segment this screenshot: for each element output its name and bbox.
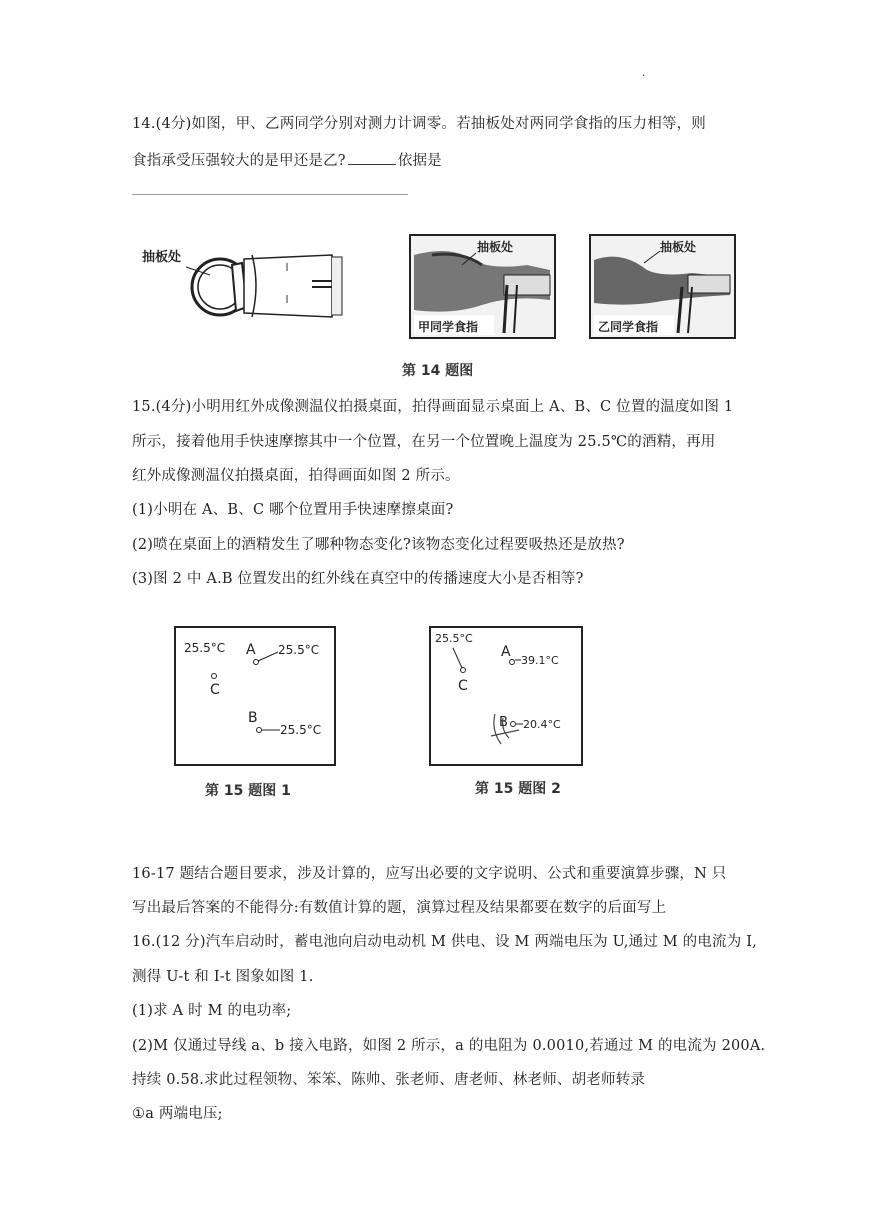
q14-line1: 14.(4分)如图，甲、乙两同学分别对测力计调零。若抽板处对两同学食指的压力相等，则 <box>132 116 706 132</box>
q14-label-mid-top: 抽板处 <box>477 240 514 254</box>
instructions-line2: 写出最后答案的不能得分:有数值计算的题，演算过程及结果都要在数字的后面写上 <box>132 900 667 916</box>
q15-line1: 15.(4分)小明用红外成像测温仪拍摄桌面，拍得画面显示桌面上 A、B、C 位置的温度如图 1 <box>132 399 734 415</box>
q14-photo-jia <box>410 235 555 338</box>
fig2-temp-b: 20.4°C <box>523 718 561 731</box>
q15-sub1: (1)小明在 A、B、C 哪个位置用手快速摩擦桌面? <box>132 502 454 518</box>
q14-label-right-top: 抽板处 <box>660 240 697 254</box>
fig2-temp-a: 39.1°C <box>521 654 559 667</box>
q14-answer-blank[interactable] <box>348 150 396 165</box>
q14-answer-line[interactable] <box>132 194 408 195</box>
q16-line2: 测得 U-t 和 I-t 图象如图 1. <box>132 969 314 985</box>
page-mark: . <box>642 68 646 79</box>
q15-sub3: (3)图 2 中 A.B 位置发出的红外线在真空中的传播速度大小是否相等? <box>132 571 584 587</box>
q15-line3: 红外成像测温仪拍摄桌面，拍得画面如图 2 所示。 <box>132 468 460 484</box>
q16-sub2-line1: (2)M 仅通过导线 a、b 接入电路，如图 2 所示，a 的电阻为 0.0010,若通过 M 的电流为 200A. <box>132 1038 766 1054</box>
instructions-line1: 16-17 题结合题目要求，涉及计算的，应写出必要的文字说明、公式和重要演算步骤，N 只 <box>132 866 727 882</box>
fig2-label-c: C <box>458 678 468 694</box>
fig2-label-a: A <box>501 644 511 660</box>
q16-sub2-line2: 持续 0.58.求此过程领物、笨笨、陈帅、张老师、唐老师、林老师、胡老师转录 <box>132 1072 646 1088</box>
q15-figure-1 <box>174 626 336 766</box>
q14-label-left: 抽板处 <box>142 250 182 265</box>
fig1-corner-temp: 25.5°C <box>184 641 226 655</box>
q14-basis: 依据是 <box>397 153 442 169</box>
q15-sub2: (2)喷在桌面上的酒精发生了哪种物态变化?该物态变化过程要吸热还是放热? <box>132 537 625 553</box>
q14-dynamometer-sketch <box>142 249 342 317</box>
q15-caption-2: 第 15 题图 2 <box>475 781 561 797</box>
q14-photo-yi <box>590 235 735 338</box>
q14-line2 <box>132 150 442 171</box>
q16-line1: 16.(12 分)汽车启动时，蓄电池向启动电动机 M 供电、设 M 两端电压为 U,通过 M 的电流为 I, <box>132 934 757 950</box>
fig1-temp-a: 25.5°C <box>278 643 320 657</box>
fig1-label-a: A <box>246 642 256 658</box>
q14-label-mid-bottom: 甲同学食指 <box>418 320 479 334</box>
q14-question: 食指承受压强较大的是甲还是乙? <box>132 153 346 169</box>
q16-sub2-part-i: ①a 两端电压; <box>132 1106 223 1122</box>
fig2-label-b: B <box>499 715 508 730</box>
q15-caption-1: 第 15 题图 1 <box>205 783 291 799</box>
q15-line2: 所示，接着他用手快速摩擦其中一个位置，在另一个位置晚上温度为 25.5℃的酒精，再用 <box>132 434 716 450</box>
q14-label-right-bottom: 乙同学食指 <box>598 320 659 334</box>
q16-sub1: (1)求 A 时 M 的电功率; <box>132 1003 292 1019</box>
q14-caption: 第 14 题图 <box>402 363 474 379</box>
fig1-label-b: B <box>248 710 258 726</box>
fig1-temp-b: 25.5°C <box>280 723 322 737</box>
fig2-corner-temp: 25.5°C <box>435 632 473 645</box>
fig1-label-c: C <box>210 682 220 698</box>
q15-figure-2 <box>429 626 583 766</box>
q14-figure <box>132 215 742 365</box>
